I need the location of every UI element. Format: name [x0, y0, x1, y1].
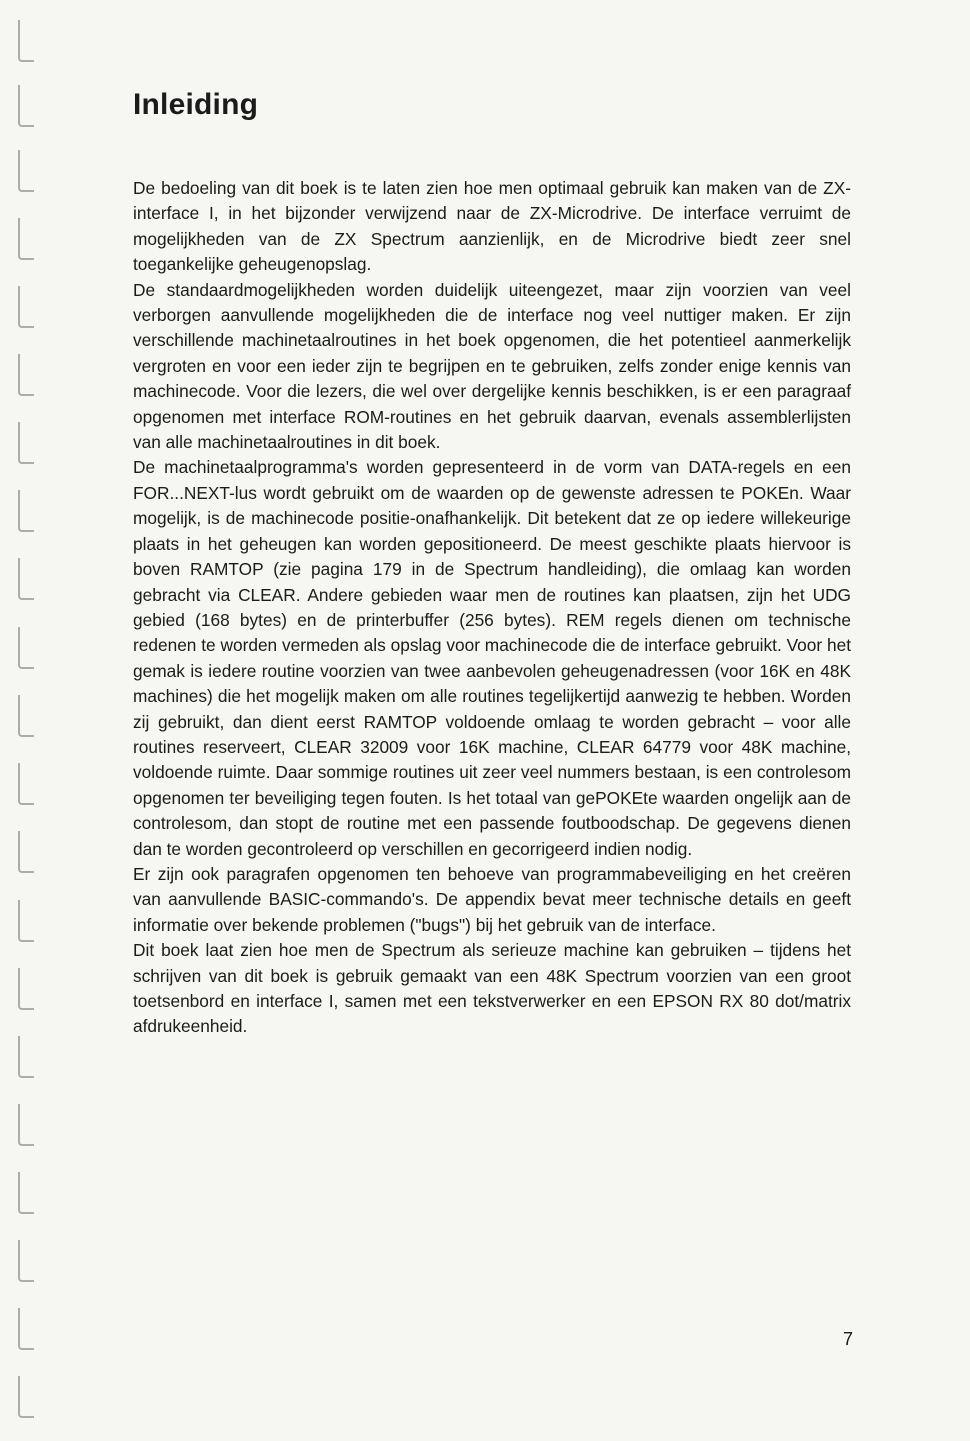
binding-hole-mark — [18, 286, 34, 328]
paragraph: Er zijn ook paragrafen opgenomen ten behoeve van programmabeveiliging en het creëren van aanvullende BASIC-commando's. De appendix bevat meer technische details en geeft informatie over bekende problemen ("bugs") bij het gebruik van de interface. — [133, 863, 851, 935]
binding-hole-mark — [18, 831, 34, 873]
paragraph: Dit boek laat zien hoe men de Spectrum als serieuze machine kan gebruiken – tijdens het schrijven van dit boek is gebruik gemaakt van een 48K Spectrum voorzien van een groot toetsenbord en interface I, samen met een tekstverwerker en een EPSON RX 80 dot/matrix afdrukeenheid. — [133, 940, 851, 1037]
binding-hole-mark — [18, 490, 34, 532]
binding-hole-mark — [18, 1376, 34, 1418]
binding-hole-mark — [18, 85, 34, 127]
binding-hole-mark — [18, 763, 34, 805]
binding-hole-mark — [18, 695, 34, 737]
binding-hole-mark — [18, 968, 34, 1010]
page-number: 7 — [843, 1329, 854, 1349]
paragraph: De machinetaalprogramma's worden gepresenteerd in de vorm van DATA-regels en een FOR...NEXT-lus wordt gebruikt om de waarden op de gewenste adressen te POKEn. Waar mogelijk, is de machinecode positie-onafhankelijk. Dit betekent dat ze op iedere willekeurige plaats in het geheugen kan worden gepositioneerd. De meest geschikte plaats hiervoor is boven RAMTOP (zie pagina 179 in de Spectrum handleiding), die omlaag kan worden gebracht via CLEAR. Andere gebieden waar men de routines kan plaatsen, zijn het UDG gebied (168 bytes) en de printerbuffer (256 bytes). REM regels dienen om technische redenen te worden vermeden als opslag voor machinecode die de interface gebruikt. Voor het gemak is iedere routine voorzien van twee aanbevolen geheugenadressen (voor 16K en 48K machines) die het mogelijk maken om alle routines tegelijkertijd aanwezig te hebben. Worden zij gebruikt, dan dient eerst RAMTOP voldoende omlaag te worden gebracht – voor alle routines reserveert, CLEAR 32009 voor 16K machine, CLEAR 64779 voor 48K machine, voldoende ruimte. Daar sommige routines uit zeer veel nummers bestaan, is een controlesom opgenomen ter beveiliging tegen fouten. Is het totaal van gePOKEte waarden ongelijk aan de controlesom, dan stopt de routine met een passende foutboodschap. De gegevens dienen dan te worden gecontroleerd op verschillen en gecorrigeerd indien nodig. — [133, 457, 851, 859]
binding-hole-mark — [18, 558, 34, 600]
binding-hole-mark — [18, 354, 34, 396]
binding-hole-mark — [18, 422, 34, 464]
binding-hole-mark — [18, 218, 34, 260]
binding-hole-mark — [18, 1172, 34, 1214]
binding-hole-mark — [18, 1036, 34, 1078]
binding-hole-mark — [18, 150, 34, 192]
paragraph: De bedoeling van dit boek is te laten zien hoe men optimaal gebruik kan maken van de ZX-interface I, in het bijzonder verwijzend naar de ZX-Microdrive. De interface verruimt de mogelijkheden van de ZX Spectrum aanzienlijk, en de Microdrive biedt zeer snel toegankelijke geheugenopslag. — [133, 178, 851, 275]
binding-hole-mark — [18, 1308, 34, 1350]
paragraph: De standaardmogelijkheden worden duidelijk uiteengezet, maar zijn voorzien van veel verborgen aanvullende mogelijkheden die de interface nog veel nuttiger maken. Er zijn verschillende machinetaalroutines in het boek opgenomen, die het potentieel aanmerkelijk vergroten en voor een ieder zijn te begrijpen en te gebruiken, zelfs zonder enige kennis van machinecode. Voor die lezers, die wel over dergelijke kennis beschikken, is er een paragraaf opgenomen met interface ROM-routines en het gebruik daarvan, evenals assemblerlijsten van alle machinetaalroutines in dit boek. — [133, 279, 851, 453]
spiral-binding-edge — [0, 0, 60, 1441]
page-title: Inleiding — [133, 88, 259, 121]
binding-hole-mark — [18, 1240, 34, 1282]
binding-hole-mark — [18, 1104, 34, 1146]
binding-hole-mark — [18, 900, 34, 942]
body-text — [133, 176, 851, 1040]
binding-hole-mark — [18, 627, 34, 669]
binding-hole-mark — [18, 20, 34, 62]
